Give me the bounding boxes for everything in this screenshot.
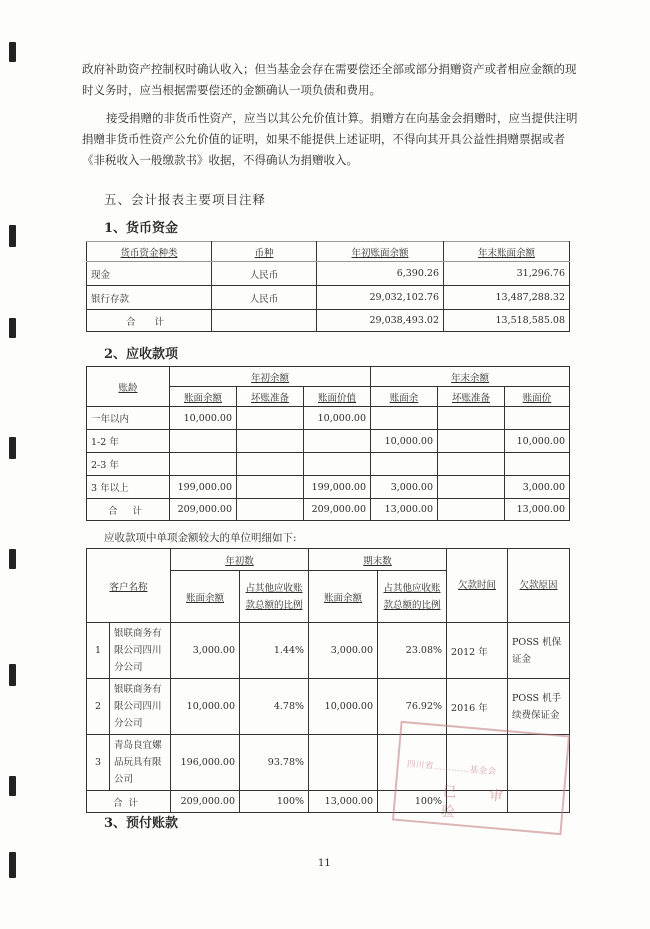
- binder-mark: [9, 549, 16, 569]
- table-cell: 29,032,102.76: [317, 286, 444, 310]
- subsection-title-receivables: 2、应收款项: [104, 347, 179, 362]
- table-row: [87, 407, 570, 430]
- col-header: 账面余额: [171, 571, 240, 623]
- table-cell: [237, 453, 304, 476]
- total-label: 合计: [87, 791, 171, 813]
- table-cell: 现金: [87, 262, 212, 286]
- table-cell: 100%: [240, 791, 309, 813]
- table-cell: 10,000.00: [171, 679, 240, 735]
- col-header: 坏账准备: [237, 387, 304, 407]
- row-number: 1: [87, 623, 110, 679]
- audit-stamp: [392, 721, 570, 835]
- table-row: [87, 476, 570, 499]
- col-header: 账面余额: [170, 387, 237, 407]
- table-cell: 3,000.00: [505, 476, 570, 499]
- table-cell: 209,000.00: [171, 791, 240, 813]
- table-cell: 10,000.00: [371, 430, 438, 453]
- stamp-text: 四川省…………基金会: [406, 759, 498, 778]
- col-header: 账面价: [505, 387, 570, 407]
- table-cell: [438, 499, 505, 521]
- table-cell: [170, 453, 237, 476]
- table-cell: 13,000.00: [371, 499, 438, 521]
- table-cell: 3,000.00: [309, 623, 378, 679]
- table-row: [87, 499, 570, 521]
- binder-mark: [9, 437, 16, 459]
- col-header: 账面余额: [309, 571, 378, 623]
- row-number: 2: [87, 679, 110, 735]
- stamp-text: 已 审 验: [440, 783, 518, 823]
- col-header: 账面余: [371, 387, 438, 407]
- binder-mark: [9, 225, 16, 247]
- table-cell: 23.08%: [378, 623, 447, 679]
- table-cell: 209,000.00: [170, 499, 237, 521]
- table-cell: [237, 407, 304, 430]
- col-header: 货币资金种类: [87, 242, 212, 262]
- table-cell: POSS 机保证金: [508, 623, 570, 679]
- intro-paragraph-2: 接受捐赠的非货币性资产，应当以其公允价值计算。捐赠方在向基金会捐赠时，应当提供注明捐赠非货币性资产公允价值的证明，如果不能提供上述证明，不得向其开具公益性捐赠票据或者《非税收入一般缴款书》收据，不得确认为捐赠收入。: [82, 111, 578, 167]
- table-cell: [371, 453, 438, 476]
- table-cell: [170, 430, 237, 453]
- table-cell: [438, 476, 505, 499]
- col-header: 年末账面余额: [444, 242, 570, 262]
- table-cell: 3 年以上: [87, 476, 170, 499]
- row-number: 3: [87, 735, 110, 791]
- table-cell: 10,000.00: [505, 430, 570, 453]
- section-heading: 五、会计报表主要项目注释: [104, 192, 267, 207]
- table-cell: 209,000.00: [304, 499, 371, 521]
- table-cell: 199,000.00: [170, 476, 237, 499]
- table-cell: [237, 476, 304, 499]
- col-header: 占其他应收账款总额的比例: [240, 571, 309, 623]
- table-cell: [304, 453, 371, 476]
- binder-mark: [9, 42, 16, 62]
- table-row: [87, 679, 570, 735]
- table-cell: 31,296.76: [444, 262, 570, 286]
- subsection-title-cash: 1、货币资金: [104, 221, 179, 236]
- table-cell: 29,038,493.02: [317, 310, 444, 332]
- col-header: 坏账准备: [438, 387, 505, 407]
- table-cell: [237, 499, 304, 521]
- table-cell: 一年以内: [87, 407, 170, 430]
- table-cell: 13,487,288.32: [444, 286, 570, 310]
- table-cell: 199,000.00: [304, 476, 371, 499]
- table-cell: POSS 机手续费保证金: [508, 679, 570, 735]
- col-header: 年初账面余额: [317, 242, 444, 262]
- receivables-age-table: [86, 366, 570, 521]
- col-header: 账龄: [87, 367, 170, 407]
- table-cell: 3,000.00: [171, 623, 240, 679]
- table-row: [87, 453, 570, 476]
- col-header: 占其他应收账款总额的比例: [378, 571, 447, 623]
- table-cell: [505, 453, 570, 476]
- detail-note: 应收款项中单项金额较大的单位明细如下:: [104, 532, 297, 544]
- table-cell: [505, 407, 570, 430]
- binder-mark: [9, 852, 16, 878]
- cash-table: [86, 241, 570, 332]
- table-cell: 13,518,585.08: [444, 310, 570, 332]
- total-label: 合 计: [87, 310, 212, 332]
- table-cell: 人民币: [212, 286, 317, 310]
- table-cell: [438, 407, 505, 430]
- table-cell: 青岛良宜嫘品玩具有限公司: [110, 735, 171, 791]
- table-cell: 2016 年: [447, 679, 508, 735]
- table-cell: 6,390.26: [317, 262, 444, 286]
- col-header: 币种: [212, 242, 317, 262]
- binder-mark: [9, 318, 16, 338]
- table-cell: 10,000.00: [304, 407, 371, 430]
- col-header: 期末数: [309, 549, 447, 571]
- binder-mark: [9, 664, 16, 686]
- subsection-title-prepayments: 3、预付账款: [104, 816, 179, 831]
- table-cell: 76.92%: [378, 679, 447, 735]
- binder-mark: [9, 776, 16, 796]
- table-row: [87, 623, 570, 679]
- table-cell: [304, 430, 371, 453]
- total-label: 合 计: [87, 499, 170, 521]
- table-cell: 2-3 年: [87, 453, 170, 476]
- table-cell: 银联商务有限公司四川分公司: [110, 623, 171, 679]
- table-cell: [237, 430, 304, 453]
- table-cell: 3,000.00: [371, 476, 438, 499]
- table-cell: [371, 407, 438, 430]
- table-row: [87, 430, 570, 453]
- table-cell: 10,000.00: [309, 679, 378, 735]
- table-cell: [438, 430, 505, 453]
- table-cell: 93.78%: [240, 735, 309, 791]
- page-number: 11: [318, 858, 331, 869]
- col-header: 客户名称: [87, 549, 171, 623]
- table-cell: 10,000.00: [170, 407, 237, 430]
- table-cell: 银联商务有限公司四川分公司: [110, 679, 171, 735]
- table-cell: 2012 年: [447, 623, 508, 679]
- col-header: 年末余额: [371, 367, 570, 387]
- table-cell: 196,000.00: [171, 735, 240, 791]
- table-cell: 1-2 年: [87, 430, 170, 453]
- col-header: 账面价值: [304, 387, 371, 407]
- table-cell: 4.78%: [240, 679, 309, 735]
- col-header: 年初数: [171, 549, 309, 571]
- table-cell: [212, 310, 317, 332]
- table-cell: [438, 453, 505, 476]
- table-cell: 100%: [378, 791, 447, 813]
- table-cell: 1.44%: [240, 623, 309, 679]
- table-cell: 13,000.00: [309, 791, 378, 813]
- table-cell: 13,000.00: [505, 499, 570, 521]
- table-cell: [309, 735, 378, 791]
- table-cell: 银行存款: [87, 286, 212, 310]
- col-header: 年初余额: [170, 367, 371, 387]
- intro-text: [82, 59, 578, 171]
- intro-paragraph-1: 政府补助资产控制权时确认收入；但当基金会存在需要偿还全部或部分捐赠资产或者相应金额的现时义务时，应当根据需要偿还的金额确认一项负债和费用。: [82, 62, 577, 97]
- col-header: 欠款原因: [508, 549, 570, 623]
- table-cell: 人民币: [212, 262, 317, 286]
- col-header: 欠款时间: [447, 549, 508, 623]
